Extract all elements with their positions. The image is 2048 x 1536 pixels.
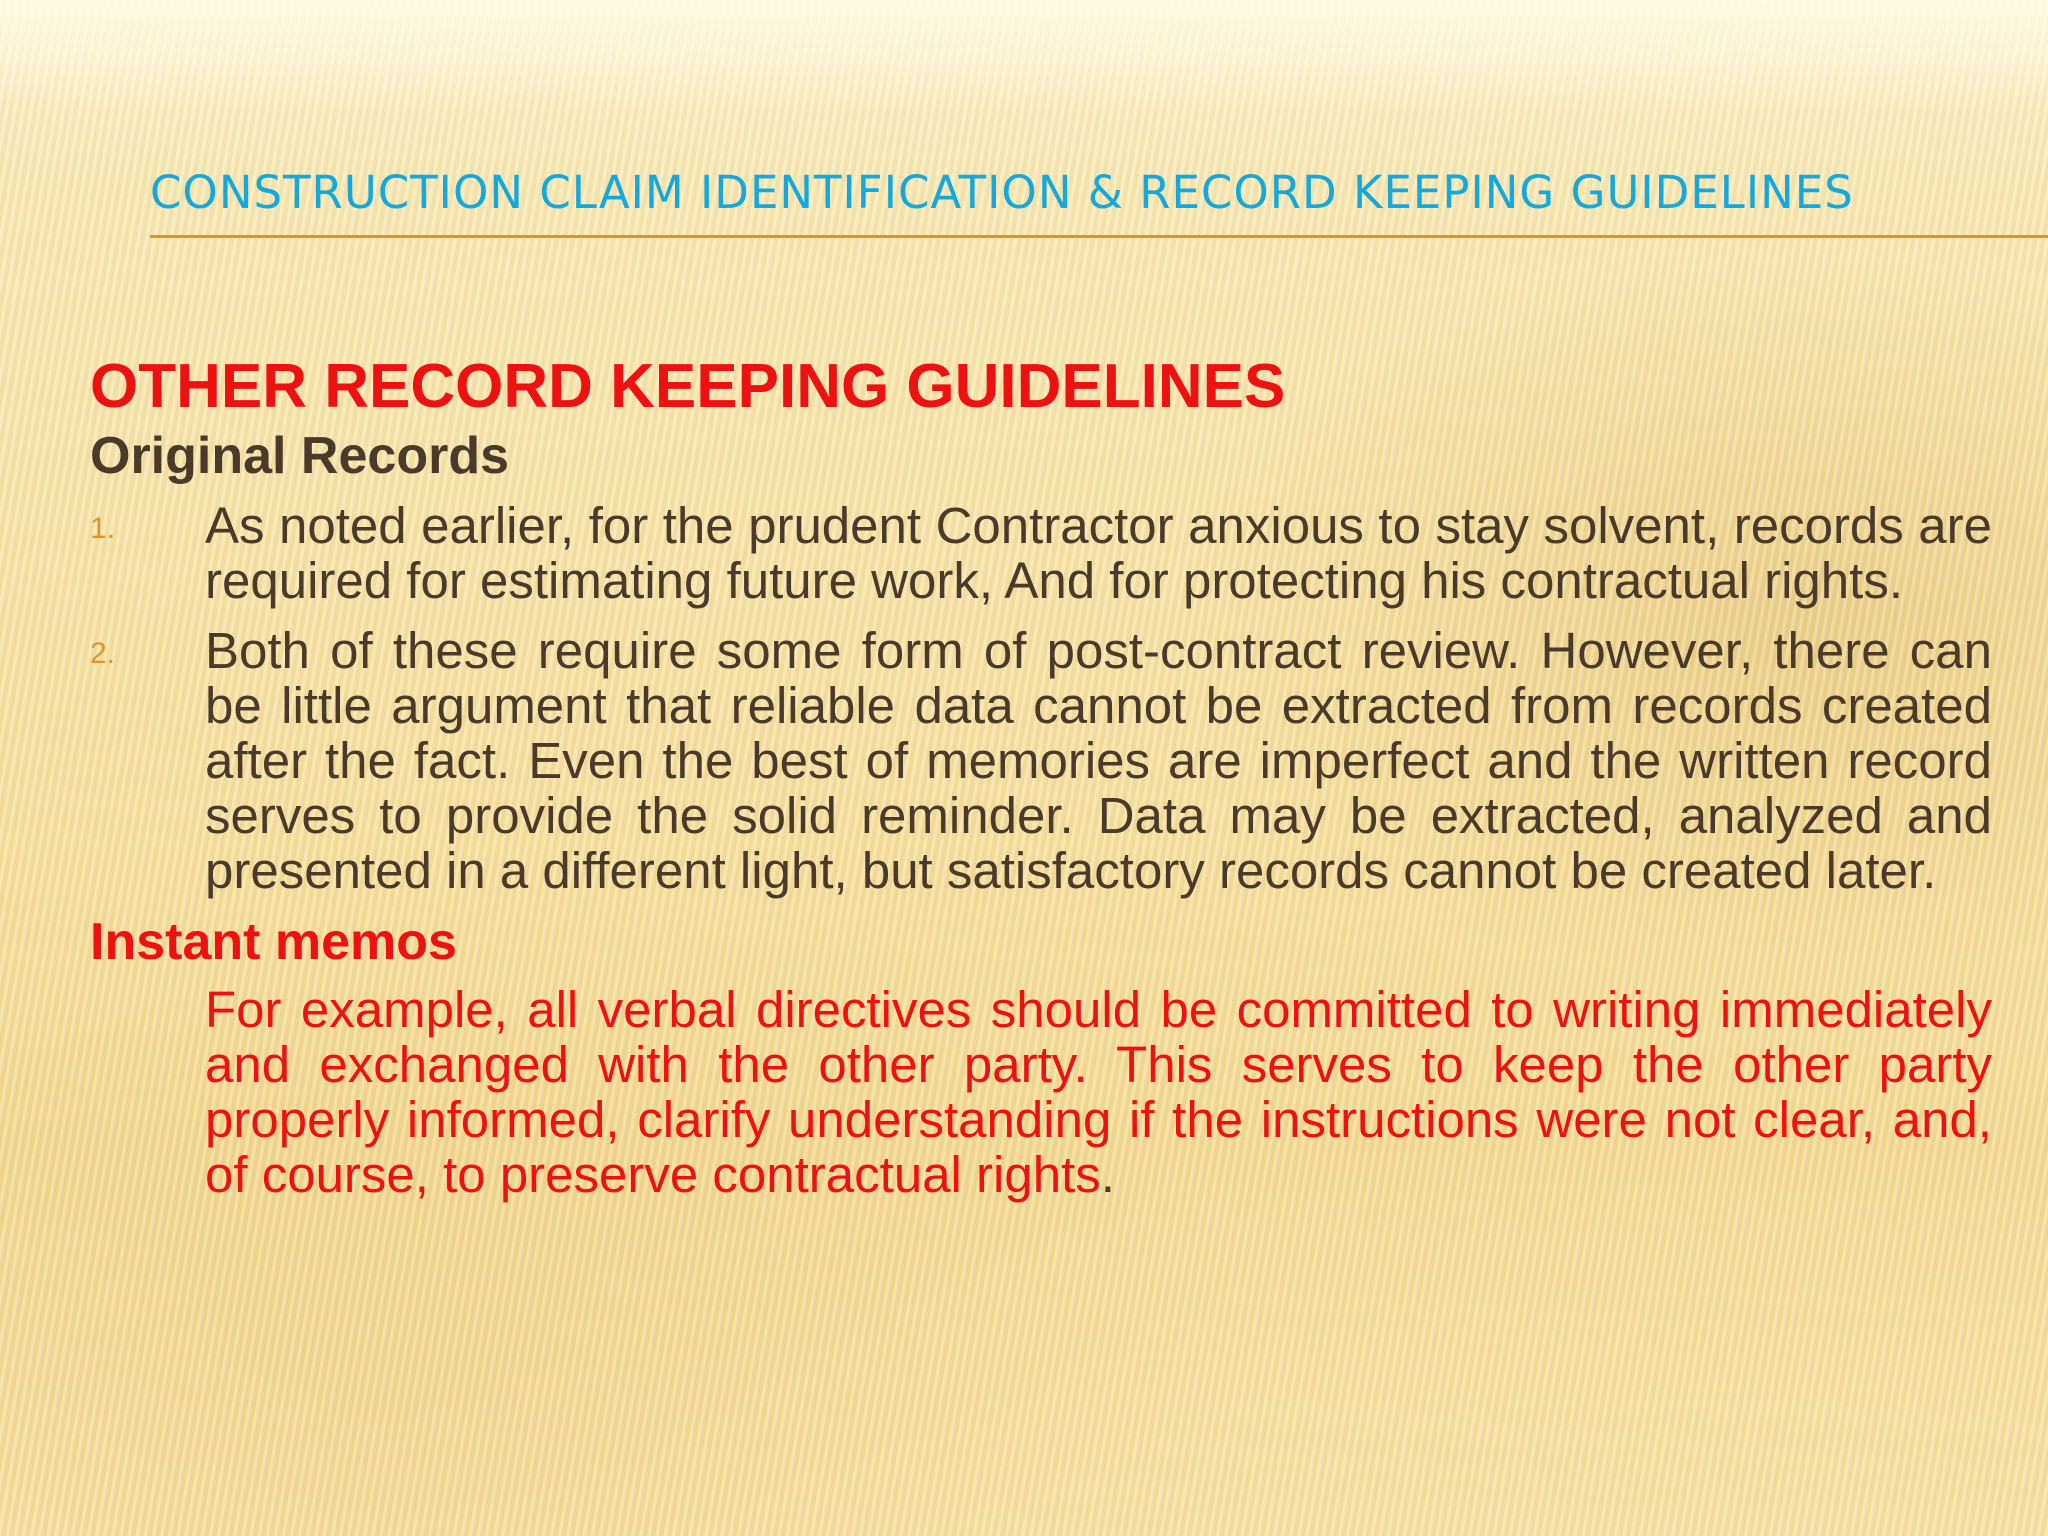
slide-body — [90, 350, 1992, 1202]
list-item-text: As noted earlier, for the prudent Contractor anxious to stay solvent, records are required for estimating future work, And for protecting his contractual rights. — [205, 497, 1992, 609]
original-records-subheading: Original Records — [90, 427, 509, 485]
list-number: 2. — [90, 637, 116, 670]
list-number: 1. — [90, 512, 116, 545]
list-item — [90, 623, 1992, 898]
instant-memos-subheading: Instant memos — [90, 913, 457, 971]
instant-memos-paragraph — [90, 982, 1992, 1202]
top-highlight-band — [0, 0, 2048, 110]
title-underline-rule — [150, 235, 2048, 238]
list-item-text: Both of these require some form of post-contract review. However, there can be little argument that reliable data cannot be extracted from records created after the fact. Even the best of memories are imperfect and the written record serves to provide the solid reminder. Data may be extracted, analyzed and presented in a different light, but satisfactory records cannot be created later. — [205, 622, 1992, 899]
instant-memos-text: For example, all verbal directives should be committed to writing immediately and exchanged with the other party. This serves to keep the other party properly informed, clarify understanding if the instructions were not clear, and, of course, to preserve contractual rights — [205, 981, 1992, 1203]
list-item — [90, 498, 1992, 608]
section-heading: OTHER RECORD KEEPING GUIDELINES — [90, 352, 1286, 421]
instant-memos-period: . — [1100, 1146, 1115, 1203]
slide-title: CONSTRUCTION CLAIM IDENTIFICATION & RECORD KEEPING GUIDELINES — [150, 166, 1854, 219]
